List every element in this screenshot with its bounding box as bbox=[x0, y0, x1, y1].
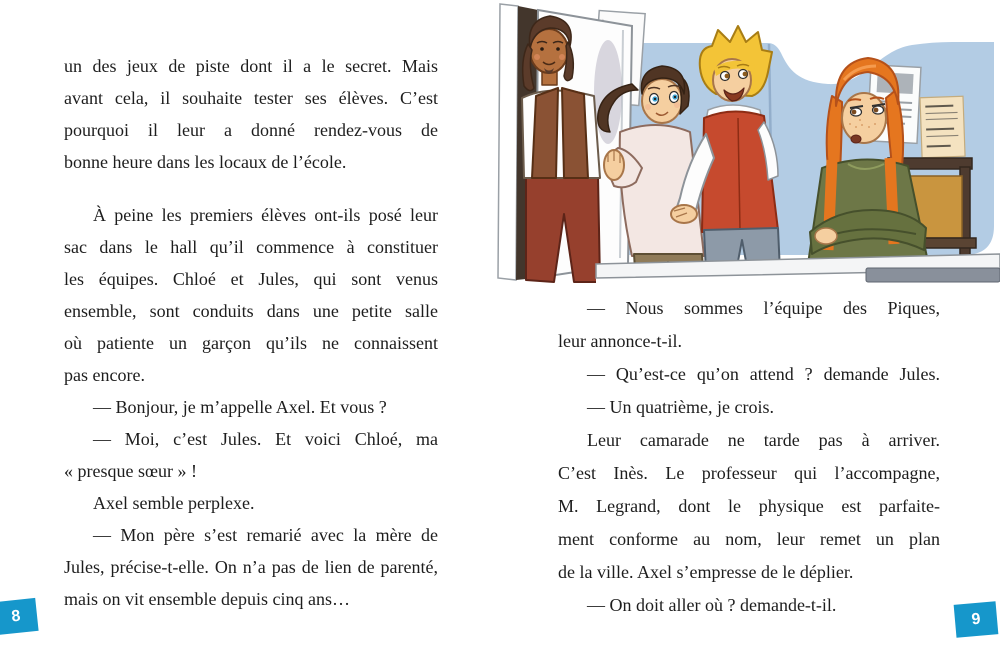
text-line: Jules, précise-t-elle. On n’a pas de lien de parenté, bbox=[64, 557, 438, 577]
text-line: avant cela, il souhaite tester ses élèves. C’est bbox=[64, 88, 438, 108]
text-line: mais on vit ensemble depuis cinq ans… bbox=[64, 589, 350, 609]
text-line: C’est Inès. Le professeur qui l’accompagne, bbox=[558, 463, 940, 483]
text-line: bonne heure dans les locaux de l’école. bbox=[64, 152, 347, 172]
page-number-left: 8 bbox=[0, 598, 39, 635]
text-line: — Qu’est-ce qu’on attend ? demande Jules. bbox=[587, 364, 940, 384]
text-line: — Moi, c’est Jules. Et voici Chloé, ma bbox=[93, 429, 438, 449]
story-illustration-svg bbox=[492, 0, 1000, 294]
text-line: « presque sœur » ! bbox=[64, 461, 197, 481]
text-line: — On doit aller où ? demande-t-il. bbox=[587, 595, 837, 615]
right-page-text bbox=[558, 292, 940, 622]
text-line: de la ville. Axel s’empresse de le déplier. bbox=[558, 562, 854, 582]
text-line: pourquoi il leur a donné rendez-vous de bbox=[64, 120, 438, 140]
text-line: ensemble, sont conduits dans une petite salle bbox=[64, 301, 438, 321]
text-line: sac dans le hall qu’il commence à constituer bbox=[64, 237, 438, 257]
text-line: — Nous sommes l’équipe des Piques, bbox=[587, 298, 940, 318]
text-line: les équipes. Chloé et Jules, qui sont venus bbox=[64, 269, 438, 289]
text-line: — Mon père s’est remarié avec la mère de bbox=[93, 525, 438, 545]
text-line: — Bonjour, je m’appelle Axel. Et vous ? bbox=[93, 397, 387, 417]
page-number-right: 9 bbox=[954, 601, 999, 638]
text-line: M. Legrand, dont le physique est parfaite- bbox=[558, 496, 940, 516]
text-line: ment conforme au nom, leur remet un plan bbox=[558, 529, 940, 549]
text-line: Leur camarade ne tarde pas à arriver. bbox=[587, 430, 940, 450]
text-line: — Un quatrième, je crois. bbox=[587, 397, 774, 417]
text-line: leur annonce-t-il. bbox=[558, 331, 682, 351]
story-illustration bbox=[492, 0, 1000, 294]
text-line: À peine les premiers élèves ont-ils posé leur bbox=[93, 205, 438, 225]
text-line: Axel semble perplexe. bbox=[93, 493, 255, 513]
text-line: où patiente un garçon qu’ils ne connaissent bbox=[64, 333, 438, 353]
left-page-text bbox=[64, 50, 438, 615]
text-line: pas encore. bbox=[64, 365, 145, 385]
text-line: un des jeux de piste dont il a le secret. Mais bbox=[64, 56, 438, 76]
